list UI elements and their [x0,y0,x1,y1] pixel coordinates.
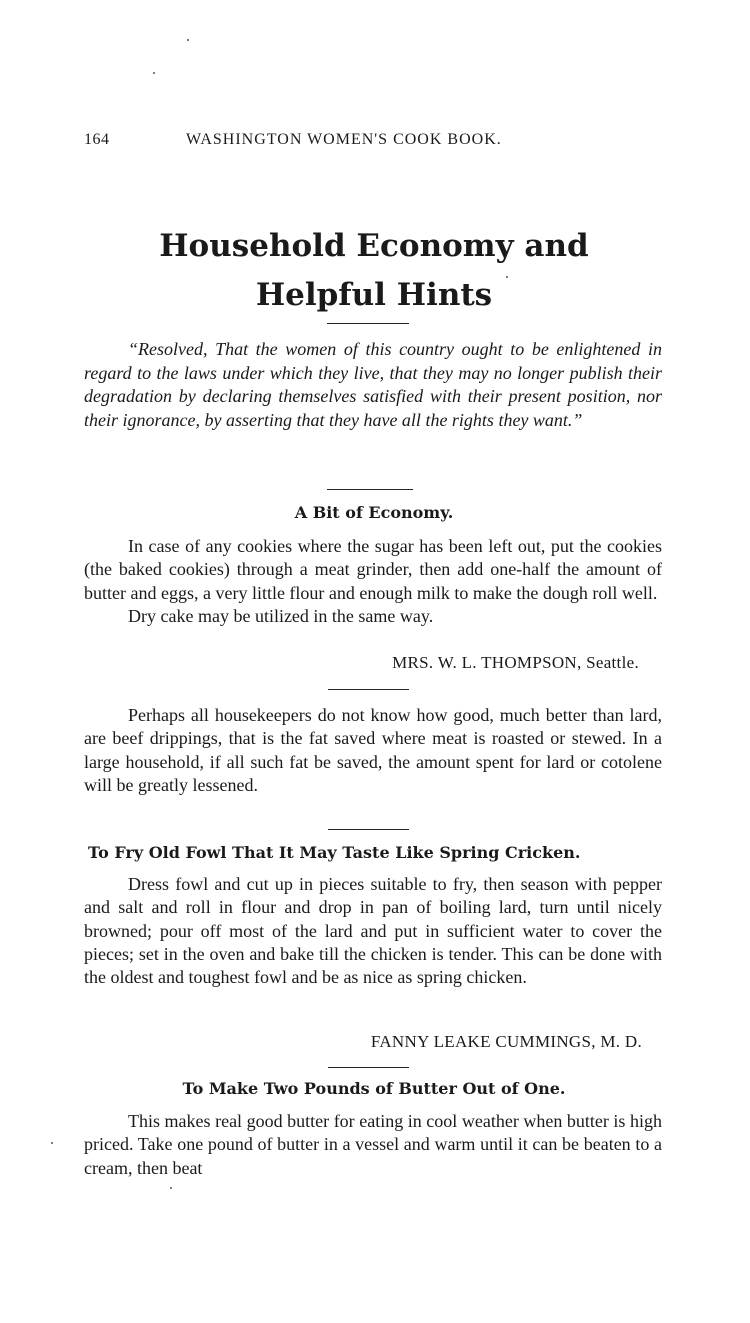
economy-body [84,535,662,628]
butter-body [84,1110,662,1180]
paper-speck [170,1187,172,1189]
section-heading-butter: To Make Two Pounds of Butter Out of One. [182,1079,566,1098]
paper-speck [153,72,155,74]
section-heading-bit-of-economy: A Bit of Economy. [294,503,454,522]
dry-cake-paragraph: Dry cake may be utilized in the same way. [128,605,434,626]
chapter-title-line1: Household Economy and [159,228,589,264]
running-header [84,131,664,153]
page-number: 164 [84,131,110,148]
chapter-title-line2: Helpful Hints [255,277,493,313]
resolution-quote: “Resolved, That the women of this country ought to be enlightened in regard to the laws under which they live, that they may no longer publish their degradation by declaring themselves satisfied with their present position, nor their ignorance, by asserting that they have all the rights they want.” [84,339,662,430]
drippings-paragraph: Perhaps all housekeepers do not know how good, much better than lard, are beef drippings, that is the fat saved where meat is roasted or stewed. In a large household, if all such fat be saved, the amount spent for lard or cotolene will be greatly lessened. [84,705,662,795]
divider-rule [328,829,409,830]
chapter-title [84,222,664,320]
signature-thompson: MRS. W. L. THOMPSON, Seattle. [392,653,639,672]
economy-paragraph: In case of any cookies where the sugar has been left out, put the cookies (the baked cookies) through a meat grinder, then add one-half the amount of butter and eggs, a very little flour and enough milk to make the dough roll well. [84,536,662,603]
butter-paragraph: This makes real good butter for eating in cool weather when butter is high priced. Take one pound of butter in a vessel and warm until it can be beaten to a cream, then beat [84,1111,662,1178]
fowl-body [84,873,662,989]
drippings-body [84,704,662,797]
paper-speck [187,39,189,41]
paper-speck [51,1142,53,1144]
signature-cummings: FANNY LEAKE CUMMINGS, M. D. [370,1032,642,1051]
divider-rule [327,489,413,490]
divider-rule [328,1067,409,1068]
section-heading-fry-old-fowl: To Fry Old Fowl That It May Taste Like Spring Cricken. [88,843,581,862]
book-title: WASHINGTON WOMEN'S COOK BOOK. [186,131,502,148]
paper-speck [506,276,508,278]
divider-rule [328,689,409,690]
fowl-paragraph: Dress fowl and cut up in pieces suitable to fry, then season with pepper and salt and roll in flour and drop in pan of boiling lard, turn until nicely browned; pour off most of the lard and put in sufficient water to cover the pieces; set in the oven and bake till the chicken is tender. This can be done with the oldest and toughest fowl and be as nice as spring chicken. [84,874,662,988]
divider-rule [327,323,409,324]
